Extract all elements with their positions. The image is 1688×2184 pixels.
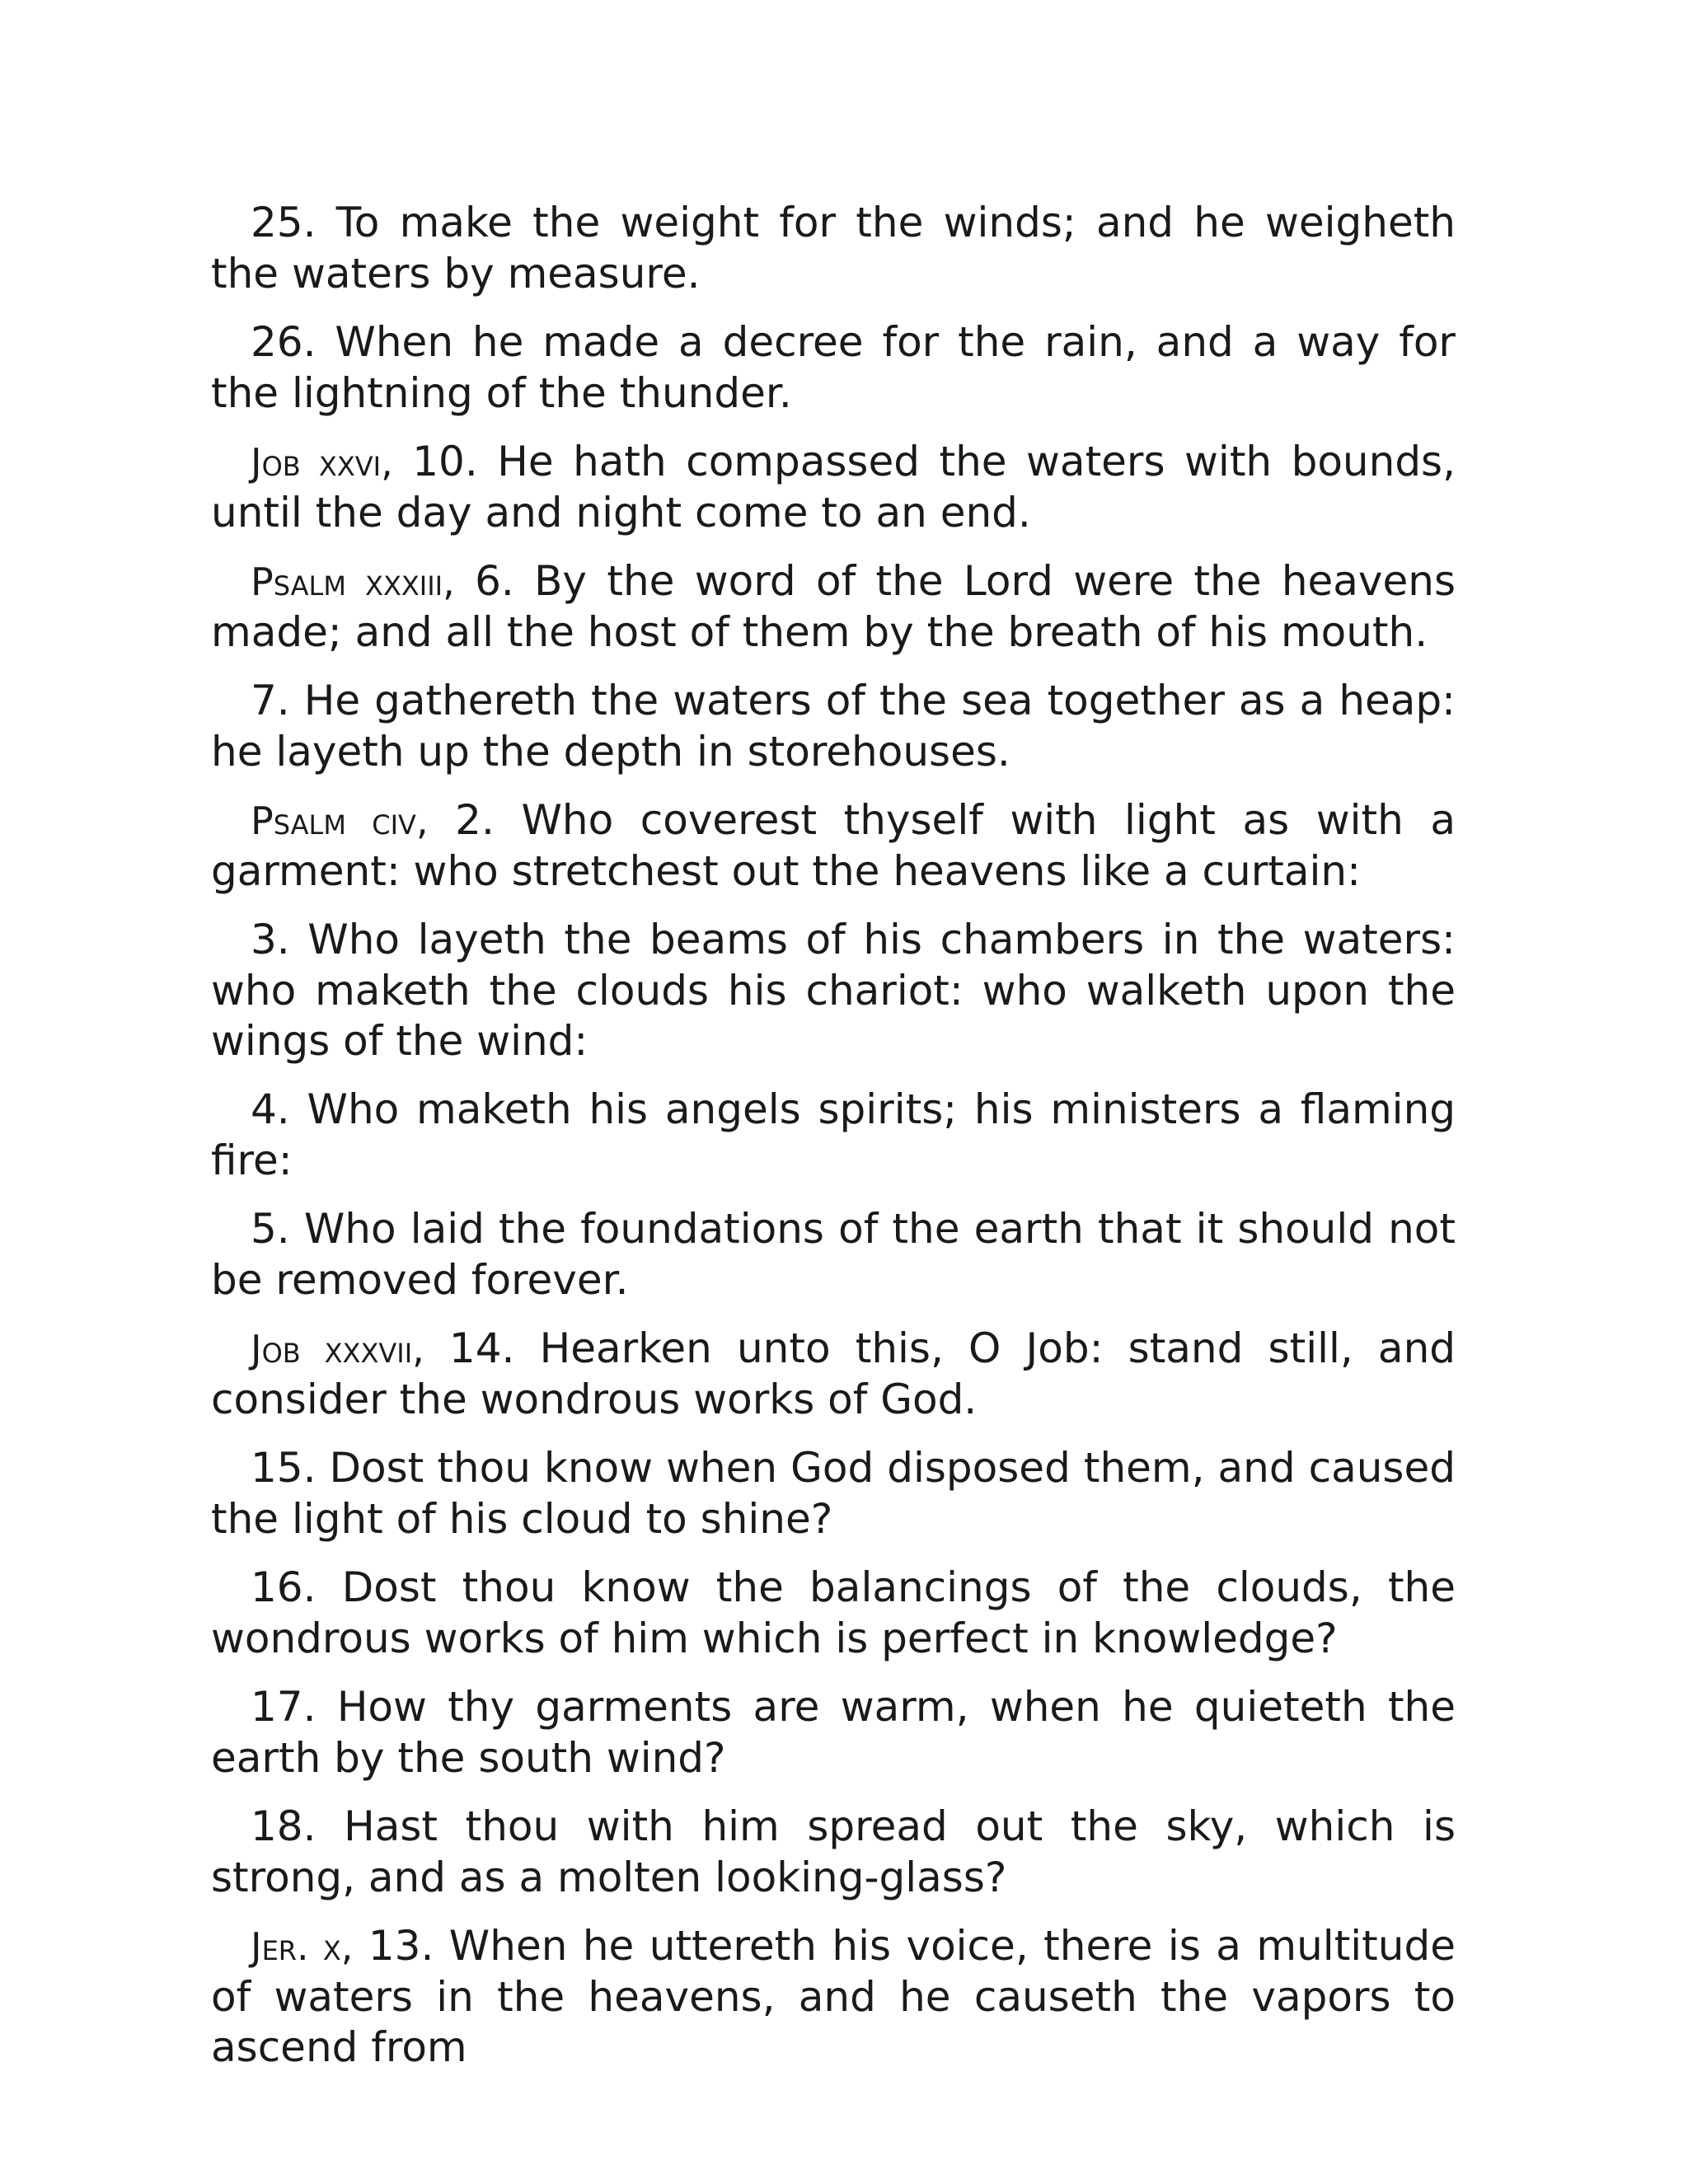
verse-paragraph	[211, 556, 1456, 658]
verse-paragraph	[211, 437, 1456, 538]
verse-text: 26. When he made a decree for the rain, and a way for the lightning of the thunder.	[211, 318, 1456, 417]
verse-paragraph	[211, 795, 1456, 897]
verse-text: 2. Who coverest thyself with light as with a garment: who stretchest out the heavens like a curtain:	[211, 796, 1456, 895]
verse-reference: Job xxxvii,	[251, 1327, 424, 1371]
verse-paragraph	[211, 1802, 1456, 1903]
verse-paragraph	[211, 317, 1456, 419]
verse-text: 7. He gathereth the waters of the sea together as a heap: he layeth up the depth in storehouses.	[211, 677, 1456, 776]
verse-text: 17. How thy garments are warm, when he quieteth the earth by the south wind?	[211, 1683, 1456, 1782]
page-body	[211, 198, 1456, 2091]
verse-text: 16. Dost thou know the balancings of the clouds, the wondrous works of him which is perfect in knowledge?	[211, 1563, 1456, 1662]
verse-paragraph	[211, 1443, 1456, 1544]
verse-reference: Psalm xxxiii,	[251, 560, 455, 604]
verse-reference: Jer. x,	[251, 1924, 354, 1969]
verse-text: 14. Hearken unto this, O Job: stand still, and consider the wondrous works of God.	[211, 1324, 1456, 1423]
verse-paragraph	[211, 1921, 1456, 2073]
verse-paragraph	[211, 1204, 1456, 1305]
verse-text: 13. When he uttereth his voice, there is a multitude of waters in the heavens, and he causeth the vapors to ascend from	[211, 1922, 1456, 2071]
verse-paragraph	[211, 1563, 1456, 1664]
verse-paragraph	[211, 1324, 1456, 1425]
verse-paragraph	[211, 1682, 1456, 1783]
verse-paragraph	[211, 915, 1456, 1066]
verse-paragraph	[211, 198, 1456, 299]
verse-text: 25. To make the weight for the winds; and he weigheth the waters by measure.	[211, 199, 1456, 298]
verse-text: 10. He hath compassed the waters with bounds, until the day and night come to an end.	[211, 438, 1456, 537]
verse-text: 3. Who layeth the beams of his chambers in the waters: who maketh the clouds his chariot: who walketh upon the wings of the wind:	[211, 916, 1456, 1065]
verse-text: 18. Hast thou with him spread out the sky, which is strong, and as a molten looking-glass?	[211, 1802, 1456, 1901]
verse-text: 4. Who maketh his angels spirits; his ministers a flaming fire:	[211, 1085, 1456, 1184]
verse-reference: Job xxvi,	[251, 440, 393, 485]
verse-text: 5. Who laid the foundations of the earth that it should not be removed forever.	[211, 1205, 1456, 1304]
verse-paragraph	[211, 1085, 1456, 1186]
verse-reference: Psalm civ,	[251, 799, 429, 843]
verse-text: 15. Dost thou know when God disposed them, and caused the light of his cloud to shine?	[211, 1444, 1456, 1543]
verse-paragraph	[211, 676, 1456, 777]
verse-text: 6. By the word of the Lord were the heavens made; and all the host of them by the breath of his mouth.	[211, 557, 1456, 656]
